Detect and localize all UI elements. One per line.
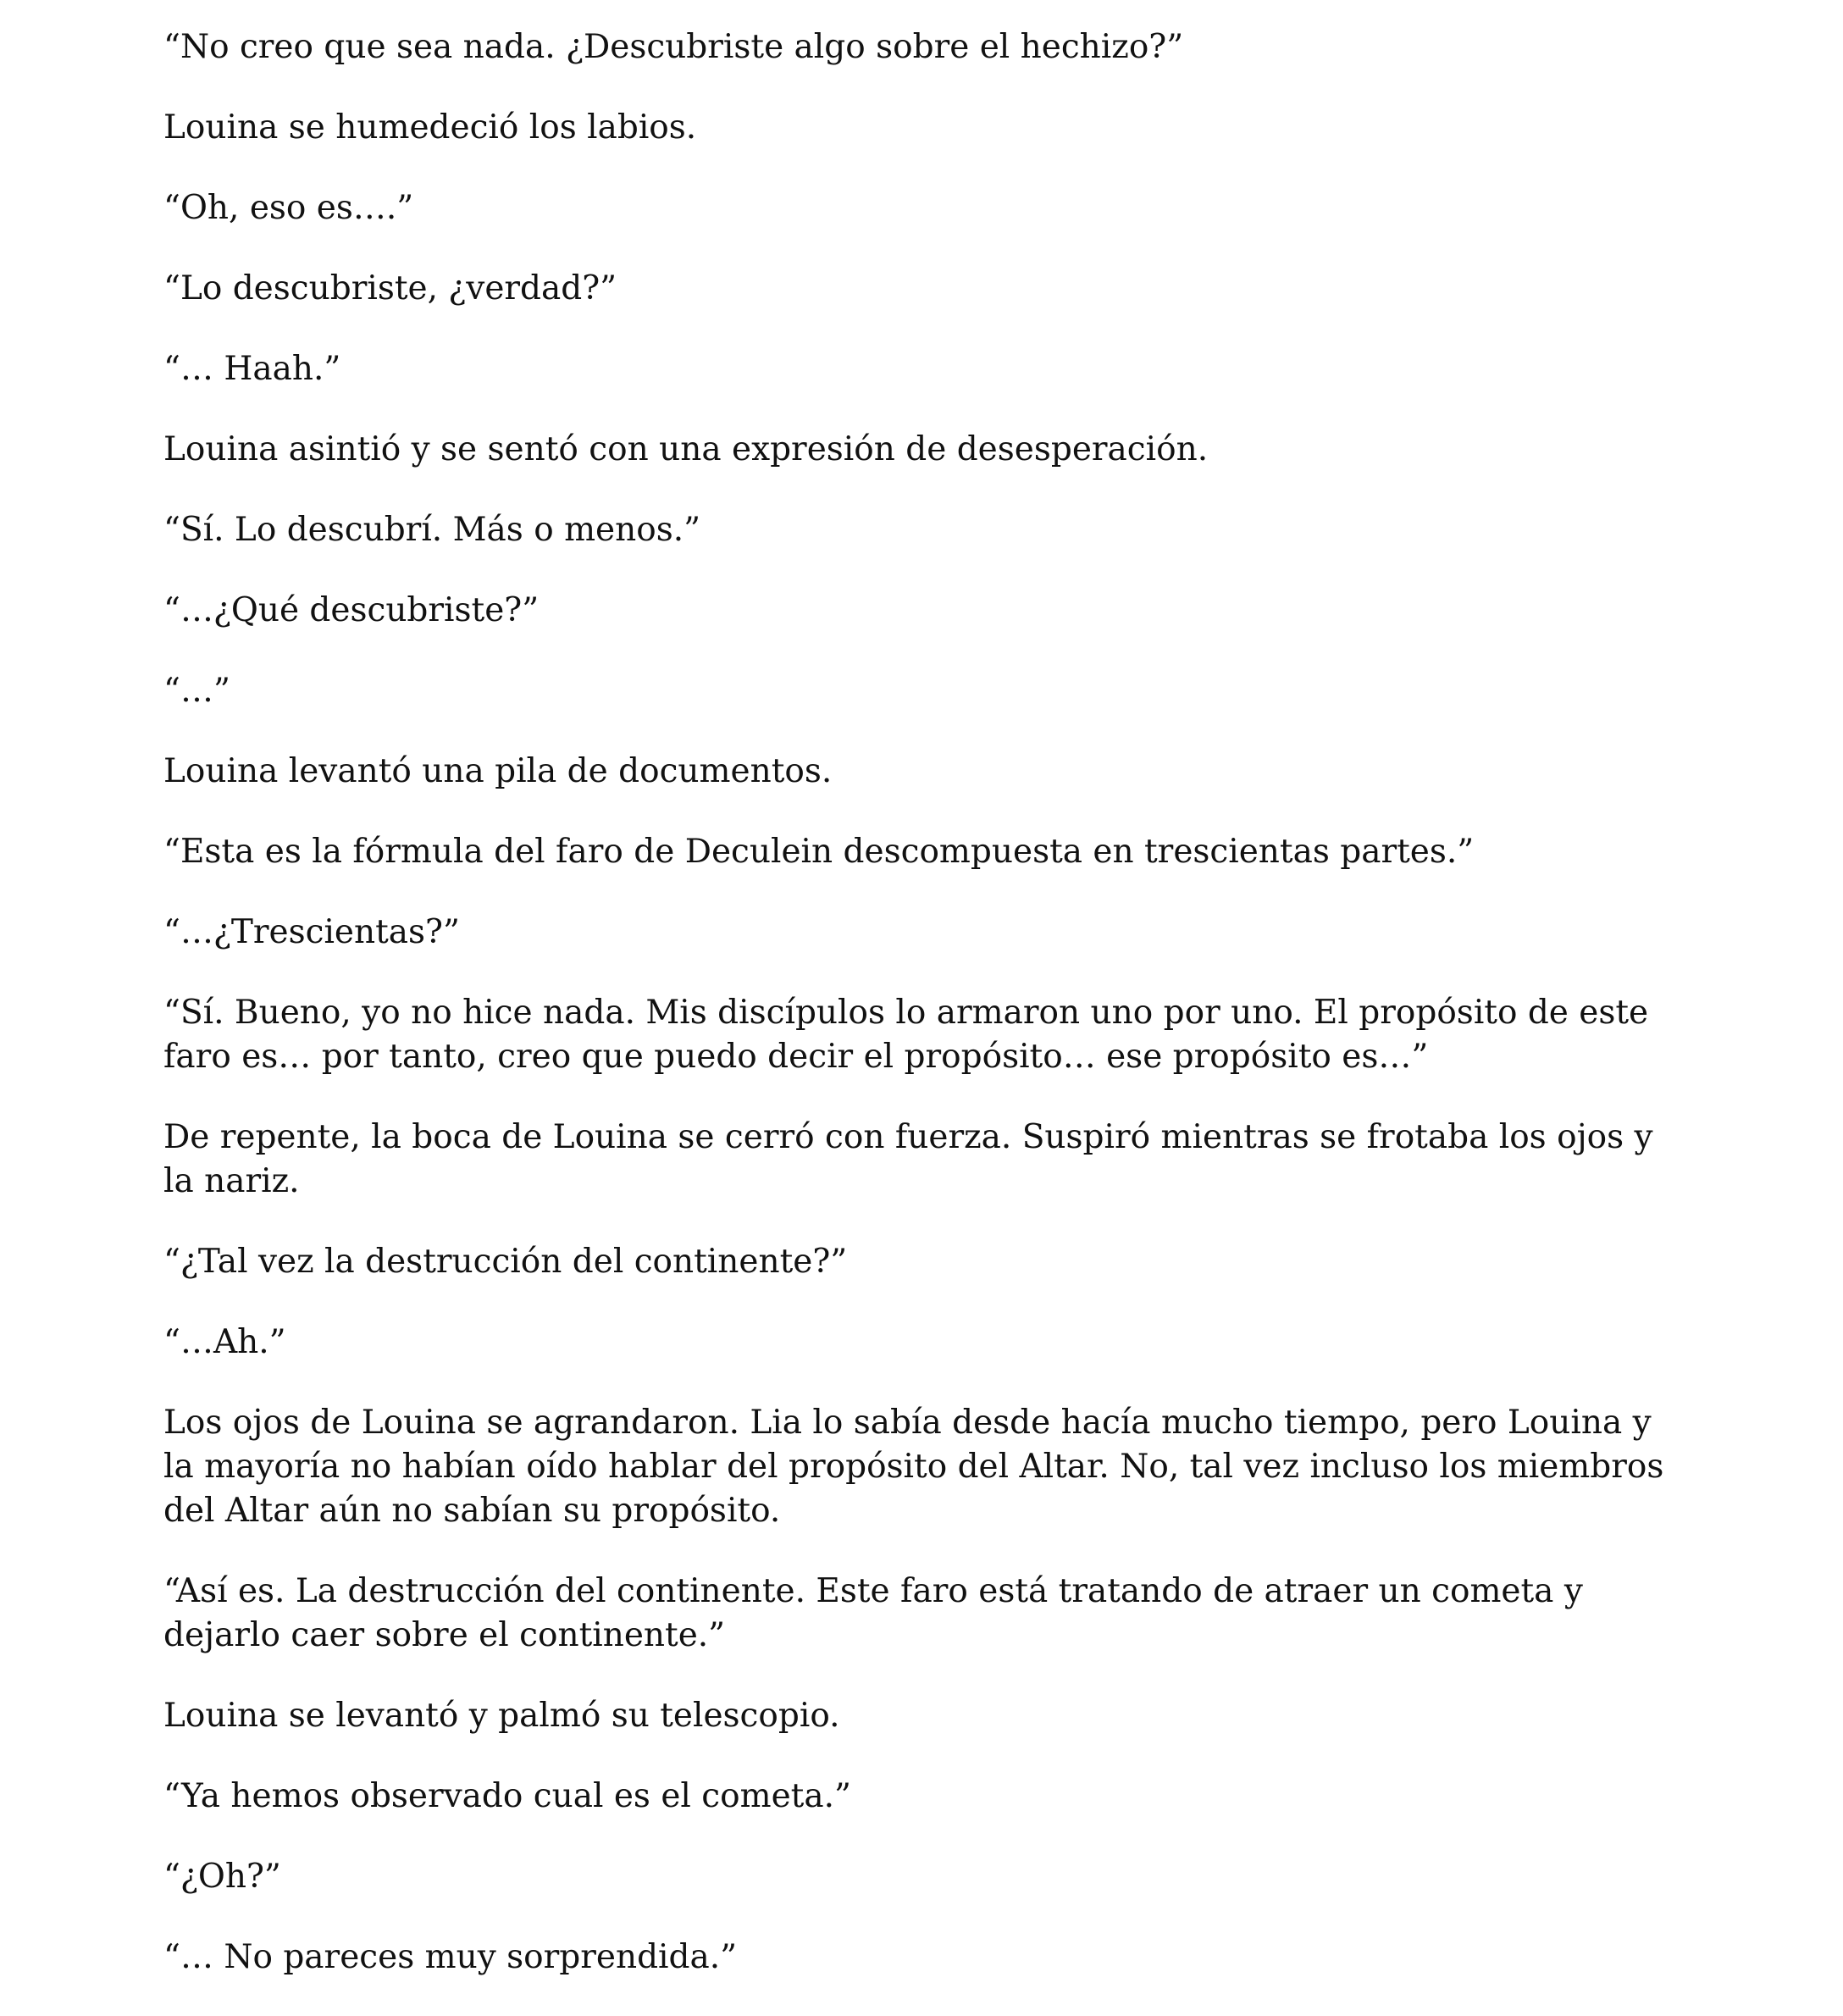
paragraph: “¿Tal vez la destrucción del continente?”: [163, 1243, 848, 1281]
paragraph: “Así es. La destrucción del continente. Este faro está tratando de atraer un cometa y dejarlo caer sobre el continente.”: [163, 1572, 1583, 1654]
paragraph: “No creo que sea nada. ¿Descubriste algo sobre el hechizo?”: [163, 28, 1184, 66]
paragraph: “Oh, eso es….”: [163, 189, 414, 227]
paragraph: Los ojos de Louina se agrandaron. Lia lo sabía desde hacía mucho tiempo, pero Louina y la mayoría no habían oído hablar del propósito del Altar. No, tal vez incluso los miembros del Altar aún no sabían su propósito.: [163, 1404, 1664, 1530]
paragraph: “… No pareces muy sorprendida.”: [163, 1938, 738, 1976]
paragraph: “Sí. Lo descubrí. Más o menos.”: [163, 511, 701, 549]
paragraph: “… Haah.”: [163, 350, 341, 388]
paragraph: Louina levantó una pila de documentos.: [163, 752, 833, 790]
paragraph: “Sí. Bueno, yo no hice nada. Mis discípulos lo armaron uno por uno. El propósito de este faro es… por tanto, creo que puedo decir el propósito… ese propósito es…”: [163, 994, 1649, 1076]
paragraph: “…Ah.”: [163, 1323, 286, 1361]
paragraph: “¿Oh?”: [163, 1858, 281, 1896]
paragraph: “Lo descubriste, ¿verdad?”: [163, 269, 617, 307]
paragraph: “…”: [163, 672, 230, 710]
paragraph: Louina se humedeció los labios.: [163, 108, 697, 147]
document-page: [163, 25, 1688, 2016]
paragraph: “Esta es la fórmula del faro de Deculein descompuesta en trescientas partes.”: [163, 833, 1475, 871]
paragraph: De repente, la boca de Louina se cerró con fuerza. Suspiró mientras se frotaba los ojos y la nariz.: [163, 1118, 1653, 1200]
paragraph: “Ya hemos observado cual es el cometa.”: [163, 1777, 851, 1815]
paragraph: Louina se levantó y palmó su telescopio.: [163, 1697, 840, 1735]
paragraph: Louina asintió y se sentó con una expresión de desesperación.: [163, 430, 1209, 468]
paragraph: “…¿Qué descubriste?”: [163, 591, 540, 629]
paragraph: “…¿Trescientas?”: [163, 913, 460, 951]
